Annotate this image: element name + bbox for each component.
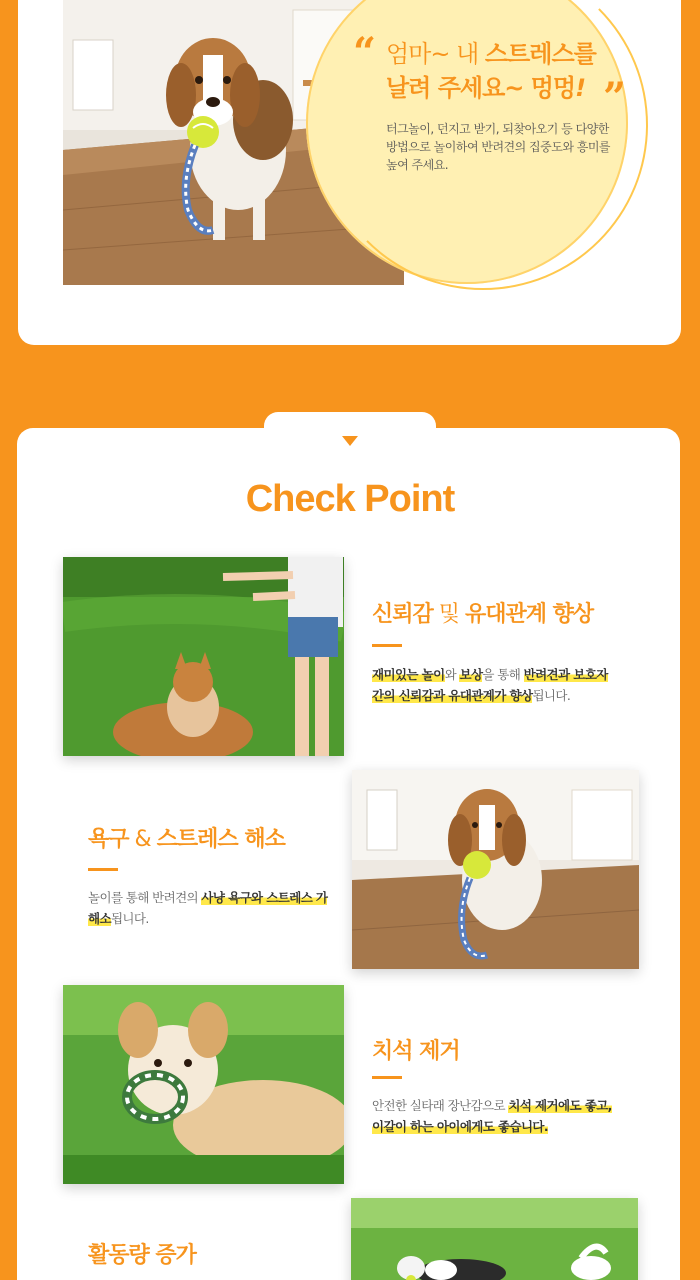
point2-title-a: 욕구 (88, 827, 129, 852)
point3-text-a: 안전한 실타래 장난감으로 (372, 1098, 509, 1113)
point4-title: 활동량 증가 (88, 1243, 196, 1268)
quote-close-icon: ” (603, 74, 627, 121)
headline-text-a: 엄마~ 내 (386, 40, 485, 68)
section-title: Check Point (245, 478, 455, 520)
point1-text-d: 을 통해 (482, 667, 524, 682)
headline-text-c: 날려 주세요~ 멍멍 (386, 74, 576, 102)
point2-text-a: 놀이를 통해 반려견의 (88, 890, 202, 905)
point1-title (372, 597, 593, 628)
hero-headline-line1 (386, 34, 596, 69)
point2-description (88, 887, 328, 929)
point1-hl-a: 재미있는 놀이 (372, 667, 445, 682)
hero-headline-line2 (386, 68, 585, 103)
point2-title (88, 822, 285, 853)
point2-title-b: & (128, 827, 157, 852)
point1-title-b: 및 (432, 602, 466, 627)
point3-description (372, 1095, 622, 1137)
girl-and-dog-photo (63, 557, 344, 756)
intro-card (18, 0, 681, 345)
point1-title-a: 신뢰감 (372, 602, 433, 627)
running-dog-photo (351, 1198, 638, 1280)
point1-hl-e: 반려견과 보호자 간의 신뢰감과 유대관계가 향상 (372, 667, 608, 703)
quote-open-icon: “ (353, 29, 377, 76)
puppy-rope-toy-photo (63, 985, 344, 1184)
point1-text-b: 와 (444, 667, 460, 682)
point1-hl-c: 보상 (459, 667, 483, 682)
headline-exclamation: ! (575, 74, 586, 102)
point1-text-f: 됩니다. (532, 688, 571, 703)
point2-hl-b: 사냥 욕구와 스트레스 가 해소 (88, 890, 328, 926)
point1-divider (372, 644, 402, 647)
chevron-down-icon (342, 436, 358, 446)
point1-title-c: 유대관계 향상 (465, 602, 594, 627)
point3-hl-b: 치석 제거에도 좋고, 이갈이 하는 아이에게도 좋습니다. (372, 1098, 612, 1134)
point3-divider (372, 1076, 402, 1079)
point2-text-c: 됩니다. (110, 911, 149, 926)
point2-divider (88, 868, 118, 871)
point1-description (372, 664, 622, 706)
point2-title-c: 스트레스 해소 (156, 827, 285, 852)
headline-text-b: 스트레스를 (484, 40, 596, 68)
beagle-ball-photo (352, 770, 639, 969)
point3-title: 치석 제거 (372, 1039, 460, 1064)
hero-description: 터그놀이, 던지고 받기, 되찾아오기 등 다양한 방법으로 놀이하여 반려견의 집중도와 흥미를 높여 주세요. (386, 122, 611, 172)
